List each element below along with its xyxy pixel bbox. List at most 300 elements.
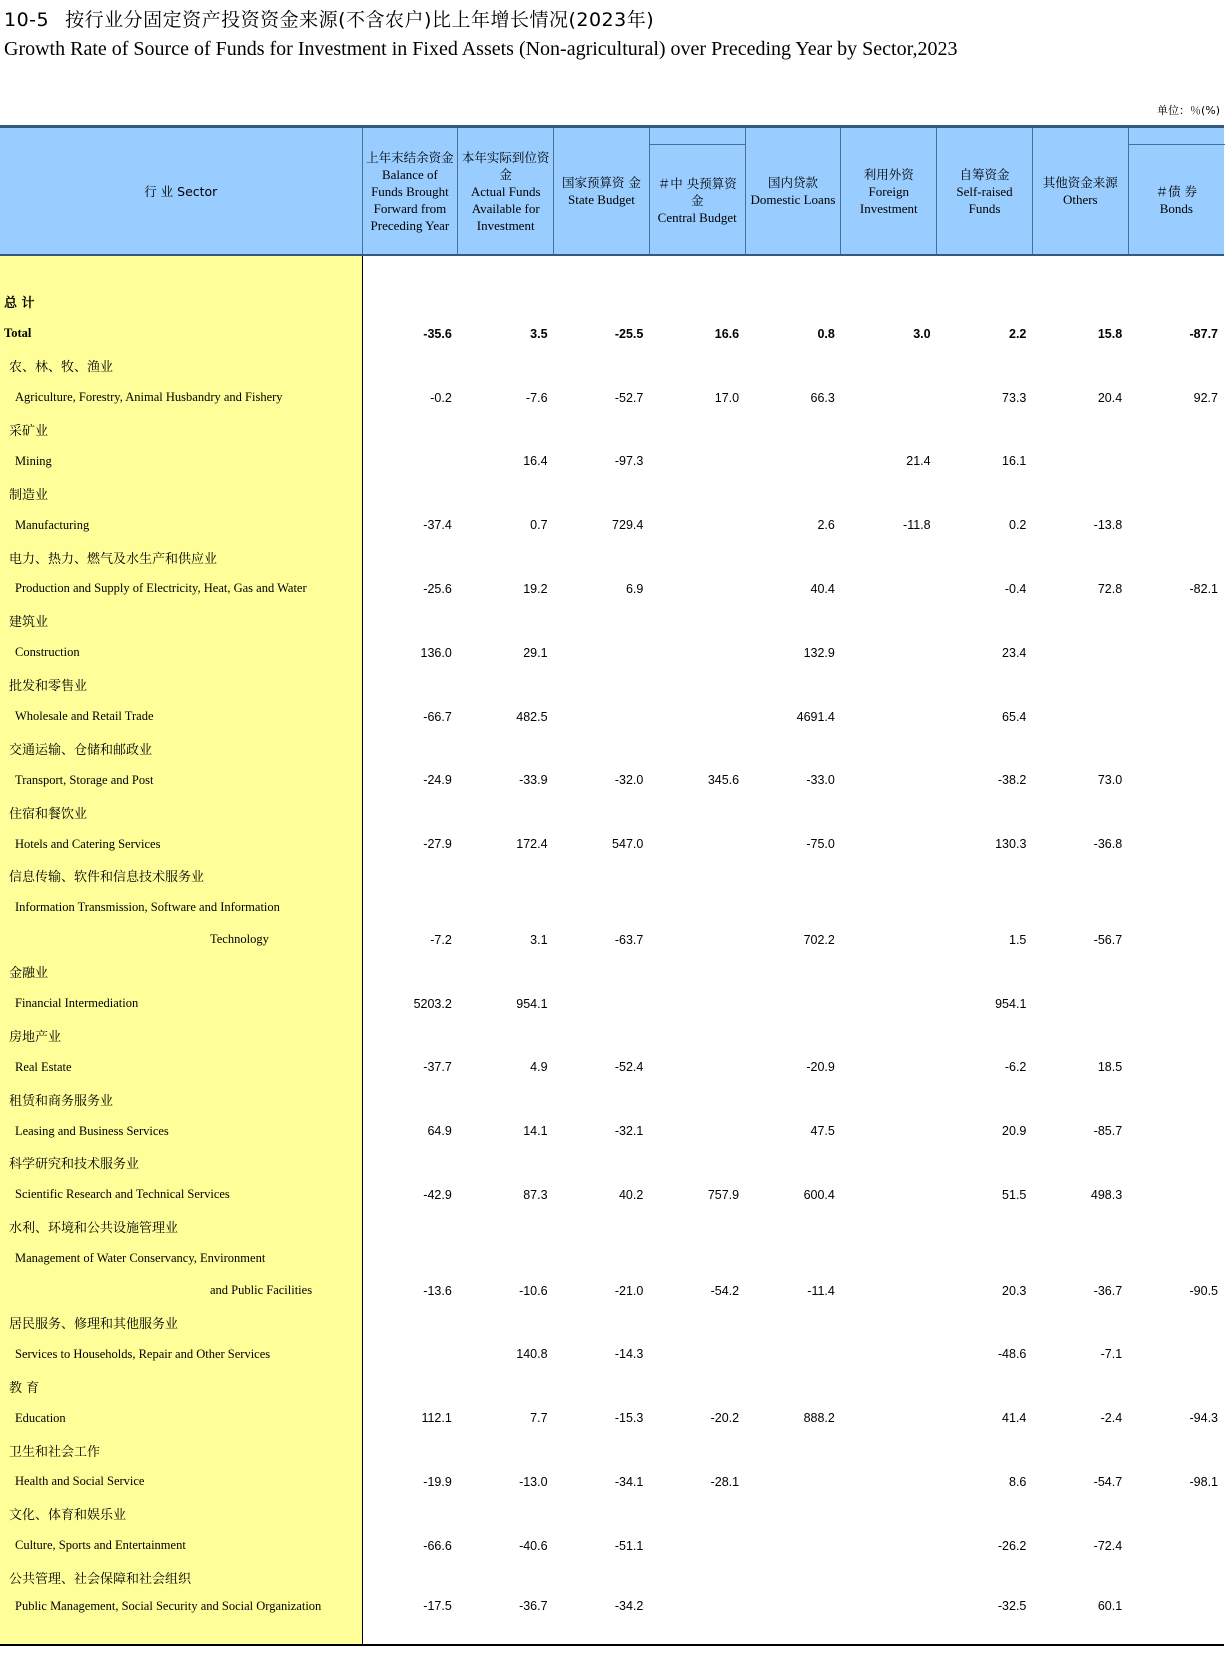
value-cell: [1032, 414, 1128, 446]
value-cell: [649, 1562, 745, 1594]
value-cell: 140.8: [516, 1347, 548, 1362]
value-cell: 6.9: [625, 581, 644, 596]
value-cell: [1032, 1083, 1128, 1115]
value-cell: [1032, 255, 1128, 286]
value-cell: 1.5: [1009, 932, 1027, 947]
value-cell: [649, 1083, 745, 1115]
value-cell: [937, 1562, 1033, 1594]
value-cell: 19.2: [523, 581, 548, 596]
value-cell: [745, 414, 841, 446]
header-col-en: Domestic Loans: [750, 192, 836, 207]
value-cell: [458, 255, 554, 286]
value-cell: [745, 1307, 841, 1339]
value-cell: [1032, 1370, 1128, 1402]
value-cell: [458, 1370, 554, 1402]
value-cell: [745, 1498, 841, 1530]
value-cell: [554, 701, 650, 733]
value-cell: 702.2: [803, 932, 835, 947]
value-cell: [937, 1019, 1033, 1051]
value-cell: [362, 1147, 458, 1179]
value-cell: [841, 1051, 937, 1083]
value-cell: [554, 1147, 650, 1179]
table-row: [0, 1243, 1224, 1275]
value-cell: -63.7: [614, 932, 644, 947]
value-cell: [554, 1083, 650, 1115]
value-cell: -32.1: [614, 1124, 644, 1139]
sector-label: Hotels and Catering Services: [0, 828, 362, 860]
value-cell: [554, 669, 650, 701]
value-cell: [458, 605, 554, 637]
value-cell: [745, 541, 841, 573]
value-cell: 136.0: [420, 645, 452, 660]
sector-label: Total: [0, 318, 362, 350]
value-cell: -26.2: [997, 1538, 1027, 1553]
sector-label: 信息传输、软件和信息技术服务业: [0, 860, 362, 892]
value-cell: [841, 1594, 937, 1645]
value-cell: -56.7: [1093, 932, 1123, 947]
value-cell: [649, 573, 745, 605]
value-cell: [1032, 988, 1128, 1020]
value-cell: 14.1: [523, 1124, 548, 1139]
value-cell: [841, 382, 937, 414]
value-cell: -38.2: [997, 773, 1027, 788]
table-title-cn-text: 按行业分固定资产投资资金来源(不含农户)比上年增长情况(2023年): [65, 9, 655, 31]
value-cell: [458, 669, 554, 701]
value-cell: [554, 605, 650, 637]
value-cell: -51.1: [614, 1538, 644, 1553]
value-cell: [937, 860, 1033, 892]
value-cell: [1128, 764, 1224, 796]
value-cell: [841, 541, 937, 573]
value-cell: [937, 892, 1033, 924]
value-cell: [745, 1594, 841, 1645]
value-cell: 0.7: [530, 518, 548, 533]
value-cell: [745, 1530, 841, 1562]
value-cell: 4691.4: [796, 709, 835, 724]
value-cell: [362, 1370, 458, 1402]
value-cell: [841, 764, 937, 796]
value-cell: [458, 860, 554, 892]
table-row: [0, 956, 1224, 988]
header-col-3: [554, 127, 650, 256]
value-cell: 8.6: [1009, 1474, 1027, 1489]
value-cell: -37.4: [423, 518, 452, 533]
value-cell: -25.5: [614, 326, 644, 341]
table-row: [0, 1051, 1224, 1083]
value-cell: [745, 732, 841, 764]
value-cell: 498.3: [1090, 1187, 1123, 1202]
value-cell: 20.9: [1002, 1124, 1027, 1139]
value-cell: [554, 892, 650, 924]
header-col-en: Central Budget: [657, 209, 737, 225]
header-col-cn: 本年实际到位资金: [461, 149, 550, 182]
value-cell: [649, 860, 745, 892]
value-cell: -15.3: [614, 1411, 644, 1426]
table-title-en: Growth Rate of Source of Funds for Investment in Fixed Assets (Non-agricultural) over Preceding Year by Sector,2023: [4, 38, 958, 60]
sector-label: Education: [0, 1402, 362, 1434]
sector-label: 水利、环境和公共设施管理业: [0, 1211, 362, 1243]
value-cell: [362, 1307, 458, 1339]
header-col-en: Foreign Investment: [859, 183, 918, 216]
sector-label: 制造业: [0, 477, 362, 509]
value-cell: 16.4: [523, 454, 548, 469]
value-cell: [362, 956, 458, 988]
table-row: [0, 1594, 1224, 1645]
value-cell: 3.1: [530, 932, 548, 947]
sector-label: Leasing and Business Services: [0, 1115, 362, 1147]
table-row: [0, 509, 1224, 541]
value-cell: [937, 1211, 1033, 1243]
value-cell: [554, 1307, 650, 1339]
value-cell: [1128, 1498, 1224, 1530]
value-cell: [745, 350, 841, 382]
value-cell: [937, 669, 1033, 701]
value-cell: -52.4: [614, 1060, 644, 1075]
value-cell: [1128, 1434, 1224, 1466]
value-cell: [841, 1115, 937, 1147]
table-row: [0, 669, 1224, 701]
value-cell: [1032, 1498, 1128, 1530]
table-row: [0, 1147, 1224, 1179]
value-cell: [554, 414, 650, 446]
value-cell: [458, 1562, 554, 1594]
value-cell: 23.4: [1002, 645, 1027, 660]
sector-label: 文化、体育和娱乐业: [0, 1498, 362, 1530]
table-row: [0, 1211, 1224, 1243]
value-cell: -13.0: [519, 1474, 548, 1489]
value-cell: [649, 892, 745, 924]
value-cell: -6.2: [1004, 1060, 1027, 1075]
value-cell: [458, 414, 554, 446]
value-cell: [649, 255, 745, 286]
value-cell: 757.9: [707, 1187, 740, 1202]
value-cell: [649, 350, 745, 382]
value-cell: -2.4: [1100, 1411, 1123, 1426]
value-cell: [458, 286, 554, 318]
value-cell: [649, 669, 745, 701]
value-cell: -94.3: [1189, 1411, 1218, 1426]
value-cell: -87.7: [1189, 326, 1218, 341]
value-cell: [554, 1498, 650, 1530]
header-col-9: [1128, 127, 1224, 256]
value-cell: [1128, 828, 1224, 860]
header-col-en: Actual Funds Available for Investment: [470, 183, 541, 233]
value-cell: -82.1: [1189, 581, 1218, 596]
value-cell: [1128, 892, 1224, 924]
value-cell: [649, 828, 745, 860]
value-cell: 0.8: [817, 326, 835, 341]
value-cell: [649, 1370, 745, 1402]
sector-label: 居民服务、修理和其他服务业: [0, 1307, 362, 1339]
value-cell: 73.3: [1002, 390, 1027, 405]
table-row: [0, 637, 1224, 669]
value-cell: [937, 1434, 1033, 1466]
value-cell: [649, 605, 745, 637]
value-cell: [937, 255, 1033, 286]
value-cell: [745, 956, 841, 988]
value-cell: [362, 732, 458, 764]
table-row: [0, 477, 1224, 509]
table-row: [0, 350, 1224, 382]
value-cell: [841, 669, 937, 701]
value-cell: [841, 1338, 937, 1370]
value-cell: [1128, 255, 1224, 286]
value-cell: -13.8: [1093, 518, 1123, 533]
value-cell: [1032, 892, 1128, 924]
value-cell: [841, 1530, 937, 1562]
sector-label: Services to Households, Repair and Other Services: [0, 1338, 362, 1370]
sector-label: Health and Social Service: [0, 1466, 362, 1498]
header-col-7: [937, 127, 1033, 256]
table-row: [0, 988, 1224, 1020]
value-cell: [841, 573, 937, 605]
value-cell: -11.4: [807, 1283, 835, 1298]
header-col-cn: 国内贷款: [767, 175, 818, 190]
table-body: [0, 255, 1224, 1645]
value-cell: [554, 732, 650, 764]
value-cell: [1032, 541, 1128, 573]
value-cell: [458, 1019, 554, 1051]
value-cell: -25.6: [423, 581, 452, 596]
value-cell: [458, 1307, 554, 1339]
value-cell: [841, 732, 937, 764]
value-cell: [745, 1370, 841, 1402]
value-cell: [745, 605, 841, 637]
value-cell: 954.1: [995, 996, 1027, 1011]
value-cell: [745, 1562, 841, 1594]
value-cell: 547.0: [612, 837, 644, 852]
value-cell: [554, 1370, 650, 1402]
value-cell: [1128, 286, 1224, 318]
value-cell: [362, 255, 458, 286]
header-col-en: Balance of Funds Brought Forward from Preceding Year: [370, 166, 450, 233]
value-cell: [362, 1083, 458, 1115]
value-cell: 600.4: [803, 1187, 835, 1202]
value-cell: [362, 1338, 458, 1370]
value-cell: [554, 286, 650, 318]
value-cell: 132.9: [803, 645, 835, 660]
value-cell: [458, 1083, 554, 1115]
value-cell: [458, 956, 554, 988]
value-cell: 2.2: [1009, 326, 1027, 341]
value-cell: [841, 1562, 937, 1594]
table-row: [0, 1115, 1224, 1147]
value-cell: [841, 924, 937, 956]
value-cell: [1032, 701, 1128, 733]
value-cell: [745, 892, 841, 924]
header-col-cn: ＃中 央预算资金: [657, 175, 737, 208]
value-cell: [841, 860, 937, 892]
value-cell: [745, 1211, 841, 1243]
value-cell: [937, 541, 1033, 573]
value-cell: -36.7: [519, 1598, 548, 1613]
header-col-6: [841, 127, 937, 256]
value-cell: [554, 350, 650, 382]
value-cell: [745, 796, 841, 828]
value-cell: [1128, 669, 1224, 701]
value-cell: [937, 1498, 1033, 1530]
header-col-cn: 国家预算资 金: [561, 175, 641, 190]
value-cell: 130.3: [995, 837, 1027, 852]
value-cell: [1032, 350, 1128, 382]
value-cell: [1032, 1147, 1128, 1179]
value-cell: [1032, 1019, 1128, 1051]
sector-label: Scientific Research and Technical Services: [0, 1179, 362, 1211]
table-row: [0, 1307, 1224, 1339]
value-cell: [362, 796, 458, 828]
value-cell: [362, 350, 458, 382]
value-cell: [1128, 732, 1224, 764]
value-cell: 16.6: [714, 326, 740, 341]
value-cell: [362, 477, 458, 509]
value-cell: -0.2: [430, 390, 452, 405]
value-cell: [649, 541, 745, 573]
value-cell: [745, 988, 841, 1020]
value-cell: -21.0: [614, 1283, 644, 1298]
value-cell: [1032, 669, 1128, 701]
value-cell: [937, 796, 1033, 828]
value-cell: -0.4: [1004, 581, 1027, 596]
table-row: [0, 892, 1224, 924]
value-cell: [937, 414, 1033, 446]
value-cell: [458, 541, 554, 573]
value-cell: [649, 637, 745, 669]
value-cell: [554, 988, 650, 1020]
value-cell: -75.0: [806, 837, 835, 852]
value-cell: [362, 1562, 458, 1594]
value-cell: -42.9: [423, 1187, 452, 1202]
value-cell: 29.1: [523, 645, 548, 660]
table-row: [0, 445, 1224, 477]
sector-label: Mining: [0, 445, 362, 477]
table-row: [0, 1466, 1224, 1498]
value-cell: [458, 1498, 554, 1530]
value-cell: 482.5: [516, 709, 548, 724]
value-cell: [1032, 605, 1128, 637]
table-row: [0, 764, 1224, 796]
value-cell: 4.9: [530, 1060, 548, 1075]
value-cell: [554, 637, 650, 669]
value-cell: [554, 477, 650, 509]
table-row: [0, 382, 1224, 414]
sector-label: 农、林、牧、渔业: [0, 350, 362, 382]
value-cell: [362, 860, 458, 892]
table-row: [0, 1434, 1224, 1466]
value-cell: [362, 1243, 458, 1275]
value-cell: [1128, 637, 1224, 669]
sector-label: Production and Supply of Electricity, Heat, Gas and Water: [0, 573, 362, 605]
header-row: [0, 127, 1224, 256]
value-cell: -54.7: [1093, 1474, 1123, 1489]
value-cell: [649, 414, 745, 446]
value-cell: [362, 414, 458, 446]
value-cell: [745, 1147, 841, 1179]
value-cell: [1128, 509, 1224, 541]
value-cell: [554, 796, 650, 828]
value-cell: [458, 1211, 554, 1243]
header-col-cn: 利用外资: [863, 166, 914, 182]
value-cell: [1128, 1147, 1224, 1179]
value-cell: -7.2: [430, 932, 452, 947]
value-cell: [458, 350, 554, 382]
value-cell: [745, 1083, 841, 1115]
value-cell: 41.4: [1002, 1411, 1027, 1426]
sector-label: Management of Water Conservancy, Environment: [0, 1243, 362, 1275]
value-cell: [841, 1147, 937, 1179]
value-cell: [1128, 1243, 1224, 1275]
table-row: [0, 1562, 1224, 1594]
table-row: [0, 1179, 1224, 1211]
value-cell: [362, 541, 458, 573]
value-cell: -72.4: [1093, 1538, 1123, 1553]
value-cell: [1032, 445, 1128, 477]
value-cell: -11.8: [903, 518, 931, 533]
value-cell: [841, 1275, 937, 1307]
value-cell: [649, 796, 745, 828]
value-cell: 954.1: [516, 996, 548, 1011]
value-cell: [362, 1019, 458, 1051]
value-cell: 64.9: [427, 1124, 452, 1139]
table-row: [0, 1530, 1224, 1562]
value-cell: [1128, 414, 1224, 446]
value-cell: [649, 924, 745, 956]
sector-label: 科学研究和技术服务业: [0, 1147, 362, 1179]
sector-label: Financial Intermediation: [0, 988, 362, 1020]
unit-label: 单位：％(%): [1156, 104, 1220, 117]
value-cell: -34.2: [614, 1598, 644, 1613]
value-cell: [841, 796, 937, 828]
data-table: [0, 125, 1224, 1646]
value-cell: [1032, 860, 1128, 892]
sector-label: 电力、热力、燃气及水生产和供应业: [0, 541, 362, 573]
value-cell: 0.2: [1009, 518, 1027, 533]
value-cell: [841, 1243, 937, 1275]
header-col-en: Others: [1062, 192, 1098, 207]
value-cell: 3.0: [913, 326, 931, 341]
value-cell: [649, 1498, 745, 1530]
value-cell: [1128, 796, 1224, 828]
table-row: [0, 541, 1224, 573]
value-cell: [1128, 477, 1224, 509]
sector-label: 金融业: [0, 956, 362, 988]
value-cell: [362, 1211, 458, 1243]
value-cell: [745, 255, 841, 286]
value-cell: [841, 637, 937, 669]
value-cell: -13.6: [423, 1283, 452, 1298]
table-row: [0, 573, 1224, 605]
value-cell: [1128, 1594, 1224, 1645]
value-cell: [458, 1434, 554, 1466]
value-cell: [745, 445, 841, 477]
value-cell: [937, 286, 1033, 318]
value-cell: -52.7: [614, 390, 644, 405]
value-cell: [1128, 350, 1224, 382]
value-cell: [458, 1147, 554, 1179]
table-number: 10-5: [4, 9, 50, 31]
sector-label: Real Estate: [0, 1051, 362, 1083]
value-cell: [649, 1019, 745, 1051]
value-cell: [841, 605, 937, 637]
value-cell: 15.8: [1097, 326, 1123, 341]
value-cell: [1128, 605, 1224, 637]
value-cell: [1032, 477, 1128, 509]
table-row: [0, 1275, 1224, 1307]
value-cell: [1032, 286, 1128, 318]
value-cell: 20.4: [1097, 390, 1123, 405]
sector-label: [0, 255, 362, 286]
value-cell: -37.7: [423, 1060, 452, 1075]
value-cell: [841, 1498, 937, 1530]
